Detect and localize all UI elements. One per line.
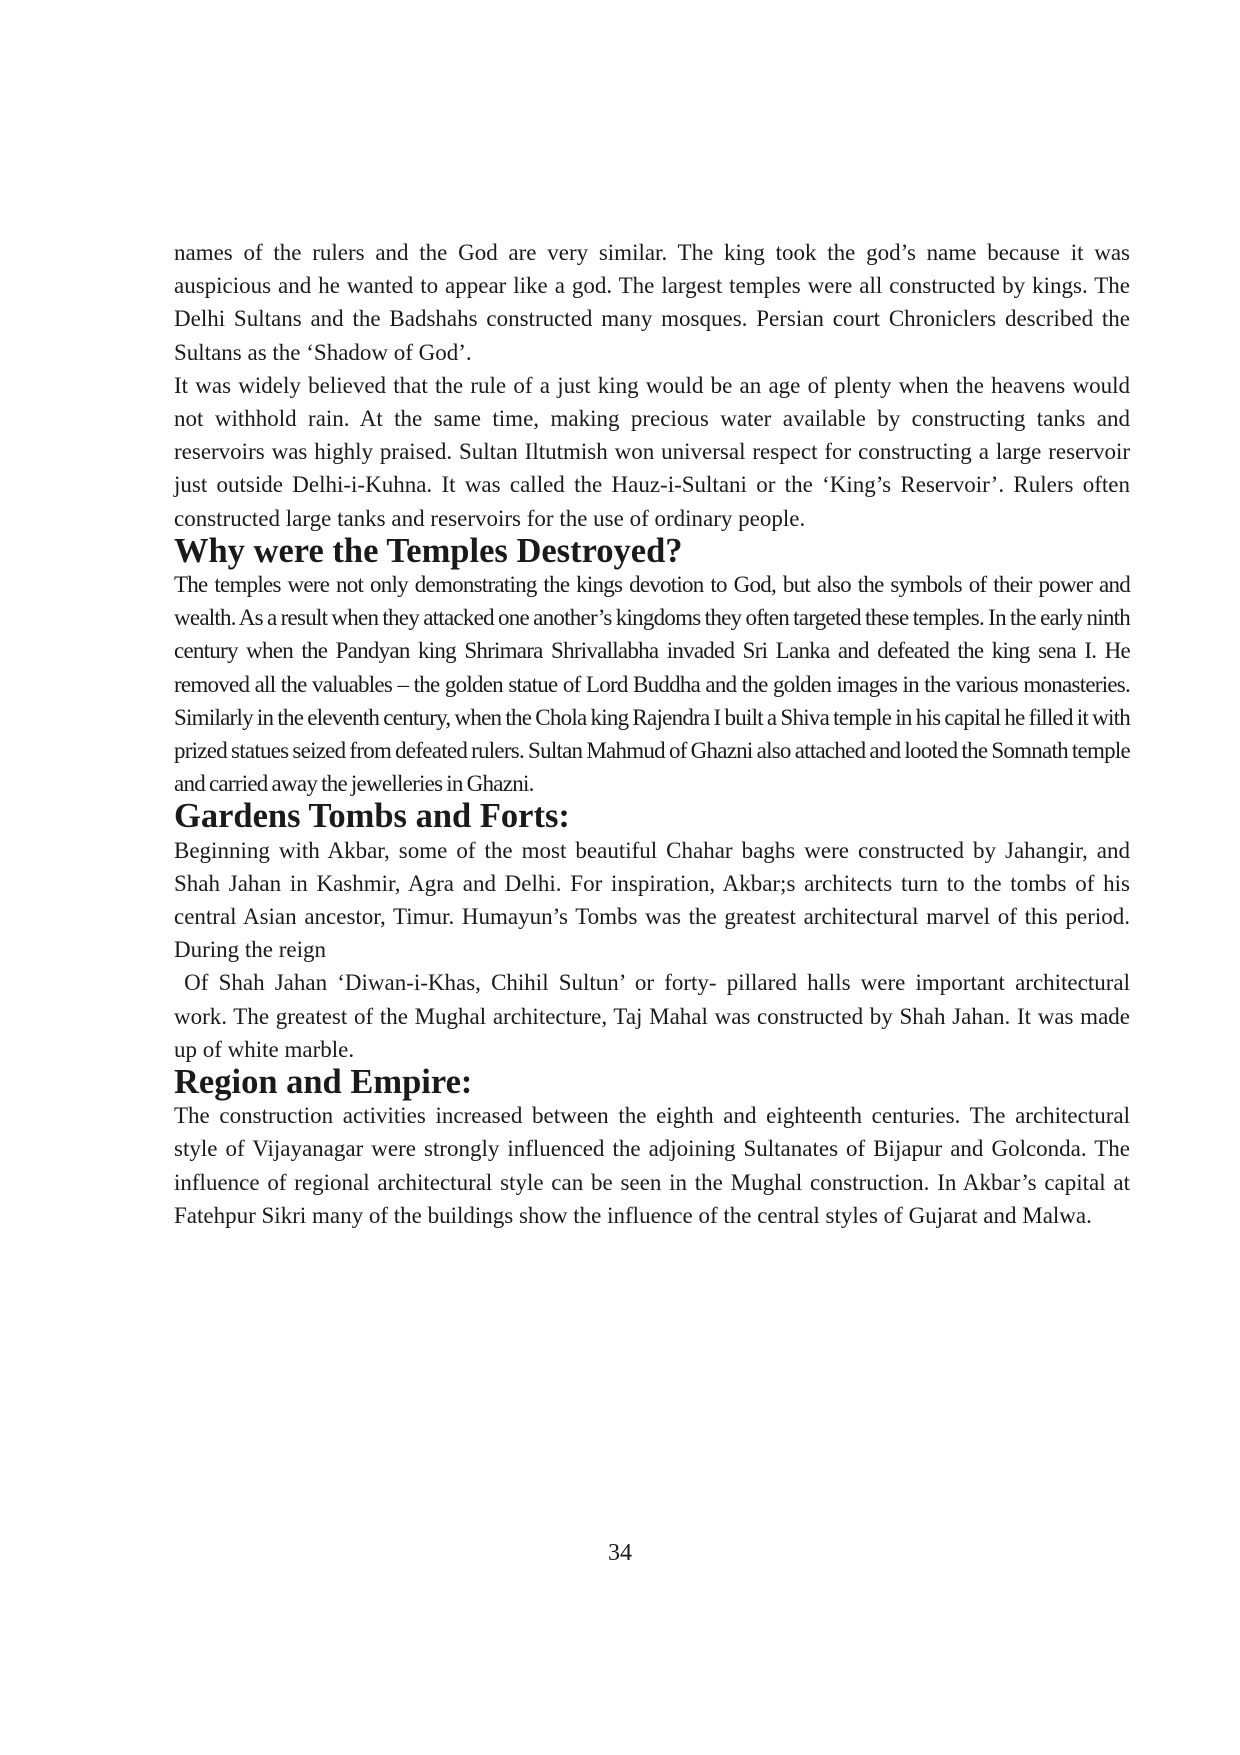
- temples-paragraph: The temples were not only demonstrating the kings devotion to God, but also the symbols of their power and wealth. As a result when they attacked one another’s kingdoms they often targeted these temples. In the early ninth century when the Pandyan king Shrimara Shrivallabha invaded Sri Lanka and defeated the king sena I. He removed all the valuables – the golden statue of Lord Buddha and the golden images in the various monasteries. Similarly in the eleventh century, when the Chola king Rajendra I built a Shiva temple in his capital he filled it with prized statues seized from defeated rulers. Sultan Mahmud of Ghazni also attached and looted the Somnath temple and carried away the jewelleries in Ghazni.: [174, 572, 1130, 797]
- intro-paragraph: names of the rulers and the God are very similar. The king took the god’s name because it was auspicious and he wanted to appear like a god. The largest temples were all constructed by kings. The Delhi Sultans and the Badshahs constructed many mosques. Persian court Chroniclers described the Sultans as the ‘Shadow of God’.: [174, 240, 1130, 365]
- page-body: [174, 236, 1136, 1232]
- section-heading-region: Region and Empire:: [174, 1063, 473, 1102]
- gardens-paragraph-1: Beginning with Akbar, some of the most beautiful Chahar baghs were constructed by Jahangir, and Shah Jahan in Kashmir, Agra and Delhi. For inspiration, Akbar;s architects turn to the tombs of his central Asian ancestor, Timur. Humayun’s Tombs was the greatest architectural marvel of this period. During the reign: [174, 837, 1130, 963]
- region-paragraph: The construction activities increased between the eighth and eighteenth centuries. The architectural style of Vijayanagar were strongly influenced the adjoining Sultanates of Bijapur and Golconda. The influence of regional architectural style can be seen in the Mughal construction. In Akbar’s capital at Fatehpur Sikri many of the buildings show the influence of the central styles of Gujarat and Malwa.: [174, 1103, 1130, 1228]
- gardens-paragraph-2: Of Shah Jahan ‘Diwan-i-Khas, Chihil Sultun’ or forty- pillared halls were important architectural work. The greatest of the Mughal architecture, Taj Mahal was constructed by Shah Jahan. It was made up of white marble.: [174, 970, 1136, 1062]
- section-heading-gardens: Gardens Tombs and Forts:: [174, 797, 570, 836]
- page-number: 34: [608, 1540, 632, 1566]
- section-heading-temples: Why were the Temples Destroyed?: [174, 531, 683, 570]
- rain-paragraph: It was widely believed that the rule of a just king would be an age of plenty when the heavens would not withhold rain. At the same time, making precious water available by constructing tanks and reservoirs was highly praised. Sultan Iltutmish won universal respect for constructing a large reservoir just outside Delhi-i-Kuhna. It was called the Hauz-i-Sultani or the ‘King’s Reservoir’. Rulers often constructed large tanks and reservoirs for the use of ordinary people.: [174, 372, 1130, 531]
